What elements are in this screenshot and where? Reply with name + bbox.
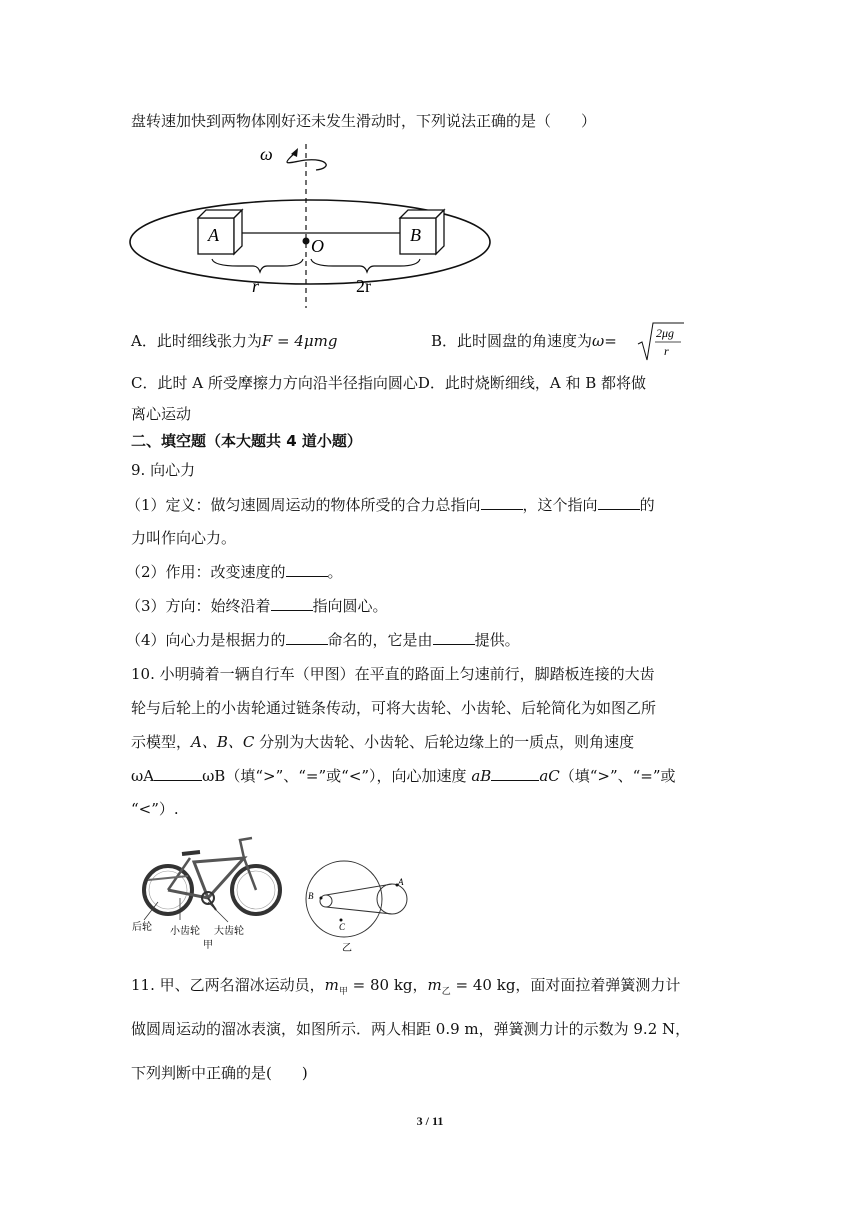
q10-line3: 示模型，A、B、C 分别为大齿轮、小齿轮、后轮边缘上的一质点，则角速度 [131, 733, 635, 751]
radius-2r-label: 2r [356, 276, 371, 296]
bicycle-figure [130, 832, 290, 952]
big-gear-label: 大齿轮 [214, 926, 244, 937]
q8-option-d-line2: 离心运动 [131, 405, 192, 423]
q9-item2: （2）作用：改变速度的 。 [126, 563, 343, 581]
blank[interactable] [491, 766, 539, 781]
q10-line4: ωA ωB（填“>”、“=”或“<”），向心加速度 aB aC（填“>”、“=”或 [131, 767, 676, 785]
q8-disk-figure [128, 140, 493, 310]
section-heading: 二、填空题（本大题共 4 道小题） [131, 432, 362, 450]
figure-yi-caption: 乙 [342, 943, 352, 954]
svg-text:B: B [410, 225, 421, 245]
q9-item1-line2: 力叫作向心力。 [131, 529, 237, 547]
blank[interactable] [481, 495, 523, 510]
origin-label: O [311, 236, 324, 256]
block-b [400, 210, 444, 254]
q11-line3: 下列判断中正确的是( ) [131, 1064, 308, 1082]
q9-item4: （4）向心力是根据力的 命名的，它是由 提供。 [126, 631, 520, 649]
q10-line2: 轮与后轮上的小齿轮通过链条传动，可将大齿轮、小齿轮、后轮简化为如图乙所 [131, 699, 657, 717]
page-number: 3 / 11 [416, 1114, 444, 1128]
q8-option-a: A．此时细线张力为F = 4μmg [131, 332, 338, 350]
q8-stem-tail: 盘转速加快到两物体刚好还未发生滑动时，下列说法正确的是（ ） [131, 112, 597, 130]
omega-label: ω [260, 144, 273, 164]
block-a [198, 210, 242, 254]
point-b-label: B [308, 891, 314, 901]
q8-option-c-d: C．此时 A 所受摩擦力方向沿半径指向圆心D．此时烧断细线，A 和 B 都将做 [131, 374, 647, 392]
rear-wheel-label: 后轮 [132, 922, 152, 933]
blank[interactable] [271, 596, 313, 611]
q9-title: 9. 向心力 [131, 461, 196, 479]
point-c-label: C [339, 922, 346, 932]
blank[interactable] [286, 562, 328, 577]
q8-option-b-radical [637, 320, 685, 364]
figure-jia-caption: 甲 [203, 940, 213, 951]
q11-line1: 11. 甲、乙两名溜冰运动员，$m_甲 = 80$ kg，$m_乙 = 40$ kg，面对面拉着弹簧测力计 [131, 976, 681, 997]
q10-line1: 10. 小明骑着一辆自行车（甲图）在平直的路面上匀速前行，脚踏板连接的大齿 [131, 665, 655, 683]
svg-text:2μg: 2μg [656, 326, 675, 340]
blank[interactable] [433, 630, 475, 645]
q10-line5: “<”）. [131, 800, 179, 818]
q9-item1: （1）定义：做匀速圆周运动的物体所受的合力总指向 ，这个指向 的 [126, 496, 655, 514]
blank[interactable] [286, 630, 328, 645]
blank[interactable] [154, 766, 202, 781]
radius-r-label: r [252, 276, 260, 296]
point-a-label: A [398, 877, 404, 887]
q9-item3: （3）方向：始终沿着 指向圆心。 [126, 597, 388, 615]
gear-model-figure [304, 855, 424, 955]
svg-text:A: A [208, 225, 219, 245]
small-gear-label: 小齿轮 [170, 926, 200, 937]
q8-option-b: B．此时圆盘的角速度为ω= [431, 332, 617, 350]
q11-line2: 做圆周运动的溜冰表演，如图所示．两人相距 0.9 m，弹簧测力计的示数为 9.2 N， [131, 1020, 691, 1038]
blank[interactable] [598, 495, 640, 510]
svg-text:r: r [664, 344, 669, 358]
